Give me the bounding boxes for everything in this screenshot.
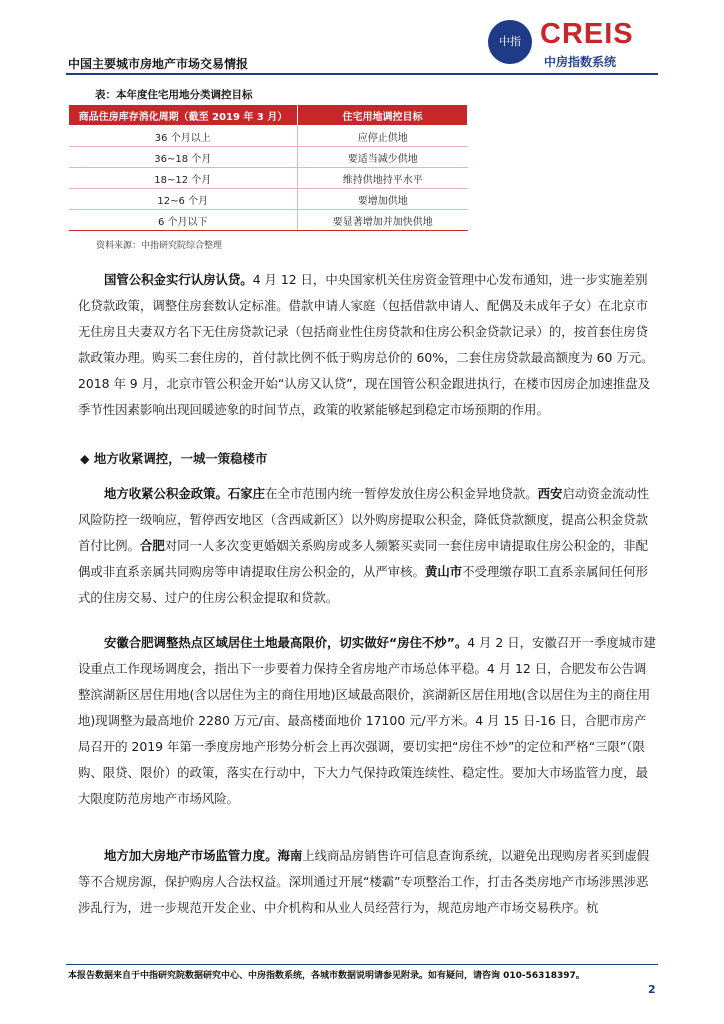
footer-divider: [66, 964, 658, 965]
paragraph-local-fund-policy: [78, 481, 658, 611]
paragraph-market-supervision: [78, 843, 658, 921]
paragraph-housing-fund: [78, 267, 658, 423]
paragraph-hefei-land-price: [78, 630, 658, 812]
paragraph-lead: 国管公积金实行认房认贷。: [104, 272, 253, 287]
table-cell: 要增加供地: [298, 189, 468, 210]
page-number: 2: [648, 983, 656, 996]
paragraph-lead: 地方加大房地产市场监管力度。: [104, 848, 278, 863]
paragraph-text: 不受理缴存职工直系亲属间任何形式的住房交易、过户的住房公积金提取和贷款。: [78, 564, 648, 605]
paragraph-text: 对同一人多次变更婚姻关系购房或多人频繁买卖同一套住房申请提取住房公积金的，非配偶或非直系亲属共同购房等申请提取住房公积金的，从严审核。: [78, 538, 648, 579]
section-heading: [80, 449, 267, 467]
table-cell: 6 个月以下: [69, 210, 298, 231]
footer-disclaimer: 本报告数据来自于中指研究院数据研究中心、中房指数系统，各城市数据说明请参见附录。如有疑问，请咨询 010-56318397。: [68, 971, 585, 981]
table-cell: 36~18 个月: [69, 147, 298, 168]
table-cell: 要显著增加并加快供地: [298, 210, 468, 231]
table-header-cell: 商品住房库存消化周期（截至 2019 年 3 月）: [69, 105, 298, 126]
table-cell: 要适当减少供地: [298, 147, 468, 168]
table-cell: 36 个月以上: [69, 126, 298, 147]
table-row: [69, 147, 468, 168]
table-caption: 表：本年度住宅用地分类调控目标: [95, 89, 253, 101]
table-source-note: 资料来源：中指研究院综合整理: [96, 241, 223, 251]
city-name: 合肥: [139, 538, 165, 553]
table-row: [69, 168, 468, 189]
city-name: 黄山市: [424, 564, 463, 579]
land-supply-target-table: [68, 104, 468, 231]
table-cell: 应停止供地: [298, 126, 468, 147]
header-divider: [66, 73, 658, 75]
paragraph-text: 上线商品房销售许可信息查询系统，以避免出现购房者买到虚假等不合规房源，保护购房人合法权益。深圳通过开展“楼霸”专项整治工作，打击各类房地产市场涉黑涉恶涉乱行为，进一步规范开发企业、中介机构和从业人员经营行为，规范房地产市场交易秩序。杭: [78, 848, 650, 915]
logo-mark-icon: 中指: [488, 20, 532, 64]
logo-word: CREIS: [540, 18, 634, 50]
table-header-cell: 住宅用地调控目标: [298, 105, 468, 126]
paragraph-text: 4 月 12 日，中央国家机关住房资金管理中心发布通知，进一步实施差别化贷款政策，调整住房套数认定标准。借款申请人家庭（包括借款申请人、配偶及未成年子女）在北京市无住房且夫妻双方名下无住房贷款记录（包括商业性住房贷款和住房公积金贷款记录）的，按首套住房贷款政策办理。购买二套住房的，首付款比例不低于购房总价的 60%，二套住房贷款最高额度为 60 万元。2018 年 9 月，北京市管公积金开始“认房又认贷”，现在国管公积金跟进执行，在楼市因房企加速推盘及季节性因素影响出现回暖迹象的时间节点，政策的收紧能够起到稳定市场预期的作用。: [78, 272, 654, 417]
table-header-row: [69, 105, 468, 126]
paragraph-text: 在全市范围内统一暂停发放住房公积金异地贷款。: [265, 486, 538, 501]
diamond-bullet-icon: ◆: [80, 451, 90, 466]
paragraph-lead: 地方收紧公积金政策。: [104, 486, 228, 501]
city-name: 海南: [277, 848, 303, 863]
paragraph-text: 4 月 2 日，安徽召开一季度城市建设重点工作现场调度会，指出下一步要着力保持全省房地产市场总体平稳。4 月 12 日，合肥发布公告调整滨湖新区居住用地(含以居住为主的商住用地)区域最高限价，滨湖新区居住用地(含以居住为主的商住用地)现调整为最高地价 2280 万元/亩、最高楼面地价 17100 元/平方米。4 月 15 日-16 日，合肥市房产局召开的 2019 年第一季度房地产形势分析会上再次强调，要切实把“房住不炒”的定位和严格“三限”（限购、限贷、限价）的政策，落实在行动中，下大力气保持政策连续性、稳定性。要加大市场监管力度，最大限度防范房地产市场风险。: [78, 635, 656, 806]
creis-logo: [488, 16, 658, 72]
paragraph-text: 启动资金流动性风险防控一级响应，暂停西安地区（含西咸新区）以外购房提取公积金，降低贷款额度，提高公积金贷款首付比例。: [78, 486, 650, 553]
section-heading-text: 地方收紧调控，一城一策稳楼市: [93, 451, 268, 466]
table-cell: 12~6 个月: [69, 189, 298, 210]
logo-subtitle: 中房指数系统: [544, 55, 617, 69]
city-name: 西安: [537, 486, 563, 501]
table-cell: 18~12 个月: [69, 168, 298, 189]
paragraph-lead: 安徽合肥调整热点区域居住土地最高限价，切实做好“房住不炒”。: [104, 635, 468, 650]
table-row: [69, 210, 468, 231]
table-row: [69, 126, 468, 147]
table-row: [69, 189, 468, 210]
report-title: 中国主要城市房地产市场交易情报: [68, 57, 249, 71]
city-name: 石家庄: [227, 486, 266, 501]
table-cell: 维持供地持平水平: [298, 168, 468, 189]
